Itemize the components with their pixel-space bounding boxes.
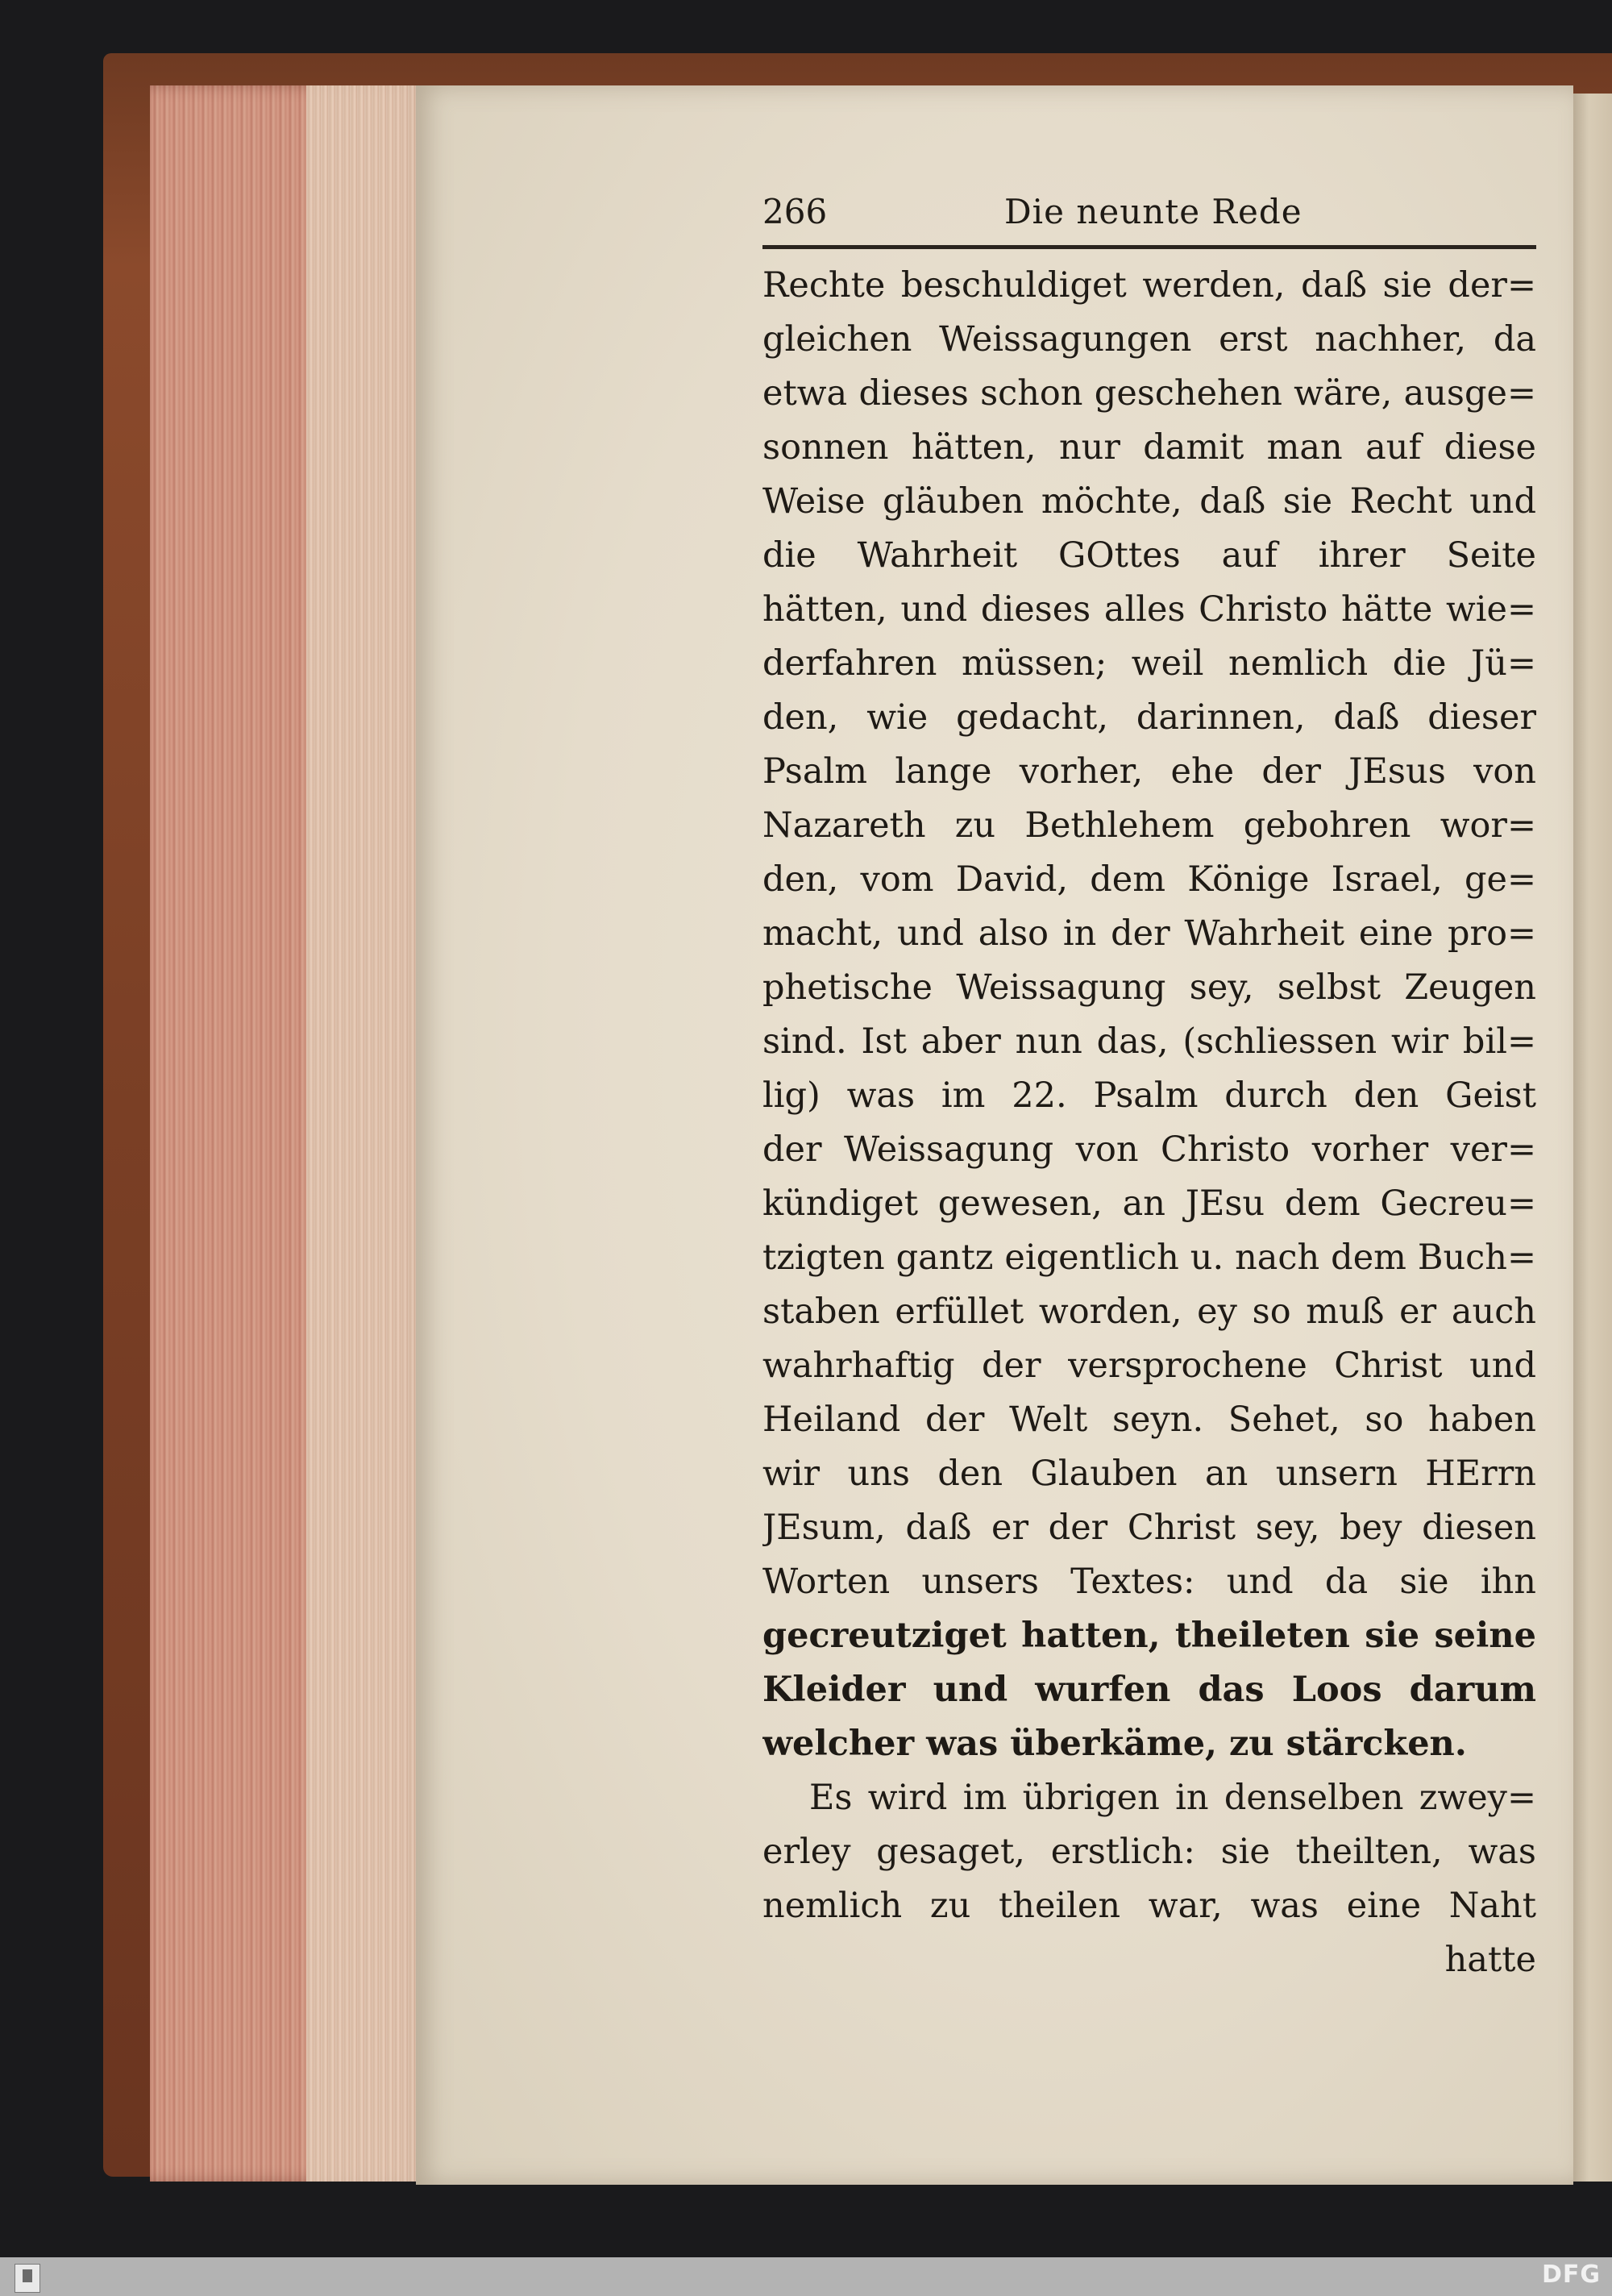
text-line: nemlich zu theilen war, was eine Naht (762, 1886, 1536, 1926)
quoted-text-line: Kleider und wurfen das Loos darum (762, 1670, 1536, 1710)
text-line: Rechte beschuldiget werden, daß sie der= (762, 265, 1536, 306)
text-line: den, vom David, dem Könige Israel, ge= (762, 859, 1536, 900)
text-line: etwa dieses schon geschehen wäre, ausge= (762, 373, 1536, 414)
text-line: Es wird im übrigen in denselben zwey= (809, 1778, 1536, 1818)
text-block (762, 185, 1536, 1987)
text-line: Nazareth zu Bethlehem gebohren wor= (762, 805, 1536, 846)
text-line: Worten unsers Textes: und da sie ihn (762, 1562, 1536, 1602)
quoted-text-line: welcher was überkäme, zu stärcken. (762, 1724, 1467, 1764)
text-line: lig) was im 22. Psalm durch den Geist (762, 1075, 1536, 1116)
text-line: JEsum, daß er der Christ sey, bey diesen (762, 1508, 1536, 1548)
text-line: hätten, und dieses alles Christo hätte wie= (762, 589, 1536, 630)
text-line: derfahren müssen; weil nemlich die Jü= (762, 643, 1536, 684)
running-title: Die neunte Rede (1004, 192, 1302, 231)
text-line: sonnen hätten, nur damit man auf diese (762, 427, 1536, 468)
text-line: wir uns den Glauben an unsern HErrn (762, 1454, 1536, 1494)
text-line: den, wie gedacht, darinnen, daß dieser (762, 697, 1536, 738)
page-number: 266 (762, 192, 828, 231)
text-line: sind. Ist aber nun das, (schliessen wir bil= (762, 1021, 1536, 1062)
text-line: gleichen Weissagungen erst nachher, da (762, 319, 1536, 360)
paragraph-2 (762, 1771, 1536, 1987)
text-line: tzigten gantz eigentlich u. nach dem Buch= (762, 1237, 1536, 1278)
paragraph-1 (762, 259, 1536, 1771)
text-line: Weise gläuben möchte, daß sie Recht und (762, 481, 1536, 522)
text-line: phetische Weissagung sey, selbst Zeugen (762, 967, 1536, 1008)
text-line: macht, und also in der Wahrheit eine pro= (762, 913, 1536, 954)
text-line: wahrhaftig der versprochene Christ und (762, 1346, 1536, 1386)
page-edge-inner (306, 85, 416, 2182)
text-line: erley gesaget, erstlich: sie theilten, was (762, 1832, 1536, 1872)
text-line: der Weissagung von Christo vorher ver= (762, 1129, 1536, 1170)
text-line: Heiland der Welt seyn. Sehet, so haben (762, 1400, 1536, 1440)
dfg-credit: DFG (1541, 2261, 1601, 2289)
catchword: hatte (1444, 1940, 1536, 1980)
library-logo-icon (15, 2264, 40, 2293)
text-line: Psalm lange vorher, ehe der JEsus von (762, 751, 1536, 792)
quoted-text-line: gecreutziget hatten, theileten sie seine (762, 1616, 1536, 1656)
text-line: kündiget gewesen, an JEsu dem Gecreu= (762, 1183, 1536, 1224)
text-line: staben erfüllet worden, ey so muß er auch (762, 1292, 1536, 1332)
facing-page-edge (1573, 94, 1612, 2182)
text-line: die Wahrheit GOttes auf ihrer Seite (762, 535, 1536, 576)
viewer-footer-bar (0, 2257, 1612, 2296)
running-head (762, 185, 1536, 249)
